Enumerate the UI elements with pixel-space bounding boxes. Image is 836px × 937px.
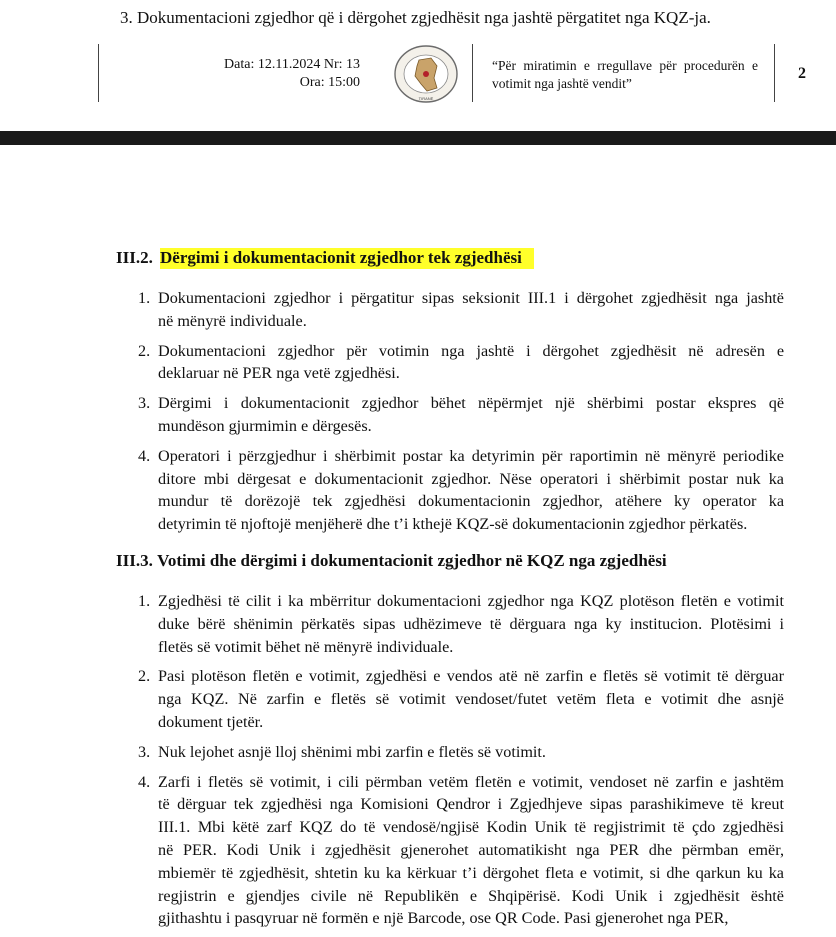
list-item-line: Dokumentacioni zgjedhor i përgatitur sipas seksionit III.1 i dërgohet zgjedhësit nga jashtë — [158, 289, 784, 307]
list-item-number: 1. — [138, 289, 151, 307]
section-number: III.2. — [116, 248, 153, 267]
list-item-line: Zgjedhësi të cilit i ka mbërritur dokumentacioni zgjedhor nga KQZ plotëson fletën e votimit — [158, 592, 784, 610]
list-item-line: mundur të dorëzojë tek zgjedhësi dokumentacionin zgjedhor, atëhere ky operator ka — [158, 492, 784, 511]
list-item — [138, 665, 784, 733]
section-title: Votimi dhe dërgimi i dokumentacionit zgjedhor në KQZ nga zgjedhësi — [157, 551, 667, 570]
section-heading-III-3 — [116, 551, 667, 571]
list-item-line: deklaruar në PER nga vetë zgjedhësi. — [158, 364, 400, 383]
list-item-line: gjithashtu i pasqyruar në formën e një Barcode, ose QR Code. Pasi gjenerohet nga PER, — [158, 909, 729, 928]
page-separator-bar — [0, 131, 836, 145]
list-item-number: 4. — [138, 772, 151, 791]
list-item-line: III.1. Mbi këtë zarf KQZ do të vendosë/ngjisë Kodin Unik të regjistrimit të çdo zgjedhësi — [158, 818, 784, 837]
list-item-number: 2. — [138, 341, 151, 360]
list-item — [138, 287, 784, 333]
list-item-number: 3. — [138, 394, 151, 413]
list-item — [138, 445, 784, 536]
header-time: Ora: 15:00 — [299, 75, 360, 90]
list-item-line: regjistrin e gjendjes civile në Republikën e Shqipërisë. Kodi Unik i zgjedhësit është — [158, 886, 784, 905]
header-divider-right — [774, 44, 775, 102]
section-III-2-list — [138, 287, 784, 543]
list-item-line: detyrimin të njoftojë menjëherë dhe t’i kthejë KQZ-së dokumentacionin zgjedhor përkatës. — [158, 515, 748, 534]
section-title-highlighted: Dërgimi i dokumentacionit zgjedhor tek zgjedhësi — [160, 248, 534, 269]
list-item-line: Zarfi i fletës së votimit, i cili përmban vetëm fletën e votimit, vendoset në zarfin e jashtëm — [158, 772, 784, 791]
previous-item-line: 3. Dokumentacioni zgjedhor që i dërgohet zgjedhësit nga jashtë përgatitet nga KQZ-ja. — [120, 8, 711, 27]
list-item — [138, 590, 784, 658]
list-item-line: në PER. Kodi Unik i zgjedhësit gjenerohet automatikisht nga PER dhe përmban emër, — [158, 840, 784, 859]
header-date: Data: 12.11.2024 Nr: 13 — [224, 57, 360, 72]
list-item-line: dokument tjetër. — [158, 712, 264, 731]
list-item — [138, 741, 784, 764]
seal-bottom-text: TIRANË — [418, 96, 434, 101]
list-item-line: fletës së votimit bëhet në mënyrë individuale. — [158, 637, 454, 656]
header-date-block — [224, 56, 360, 92]
list-item-number: 2. — [138, 667, 151, 686]
list-item-line: në mënyrë individuale. — [158, 311, 307, 330]
list-item-line: mbiemër të zgjedhësit, shtetin ku ka kërkuar t’i dërgohet fleta e votimit, si dhe qarkun ku ka — [158, 863, 784, 882]
list-item-line: mundëson gjurmimin e dërgesës. — [158, 416, 372, 435]
list-item-number: 4. — [138, 446, 151, 465]
header-divider-left — [98, 44, 99, 102]
list-item — [138, 340, 784, 386]
header-title-line-2: votimit nga jashtë vendit” — [492, 76, 632, 91]
list-item-number: 3. — [138, 742, 151, 761]
list-item-line: Operatori i përzgjedhur i shërbimit postar ka detyrimin për raportimin në mënyrë periodike — [158, 446, 784, 465]
list-item-line: Pasi plotëson fletën e votimit, zgjedhësi e vendos atë në zarfin e fletës së votimit të dërguar — [158, 667, 784, 686]
list-item-line: Dokumentacioni zgjedhor për votimin nga jashtë i dërgohet zgjedhësit në adresën e — [158, 341, 784, 360]
list-item-number: 1. — [138, 592, 151, 610]
list-item-line: Nuk lejohet asnjë lloj shënimi mbi zarfin e fletës së votimit. — [158, 742, 546, 761]
header-title-block — [492, 57, 758, 93]
header-title-line-1: “Për miratimin e rregullave për procedurën e — [492, 58, 758, 73]
list-item — [138, 392, 784, 438]
header-divider-middle — [472, 44, 473, 102]
list-item — [138, 771, 784, 931]
list-item-line: nga KQZ. Në zarfin e fletës së votimit vendoset/futet vetëm fleta e votimit dhe asnjë — [158, 690, 784, 709]
section-number: III.3. — [116, 551, 153, 570]
page-number: 2 — [798, 65, 806, 82]
list-item-line: ditore mbi dërgesat e dokumentacionit zgjedhor. Nëse operatori i shërbimit postar nuk ka — [158, 469, 784, 488]
list-item-line: duke bërë shënimin përkatës sipas udhëzimeve të dërguara nga ky institucion. Plotësimi i — [158, 614, 784, 633]
section-heading-III-2 — [116, 248, 534, 268]
kqz-seal-logo — [393, 44, 459, 104]
section-III-3-list — [138, 590, 784, 937]
list-item-line: të dërguar tek zgjedhësi nga Komisioni Qendror i Zgjedhjeve sipas parashikimeve të kreut — [158, 795, 784, 814]
list-item-line: Dërgimi i dokumentacionit zgjedhor bëhet nëpërmjet një shërbimi postar ekspres që — [158, 394, 784, 413]
